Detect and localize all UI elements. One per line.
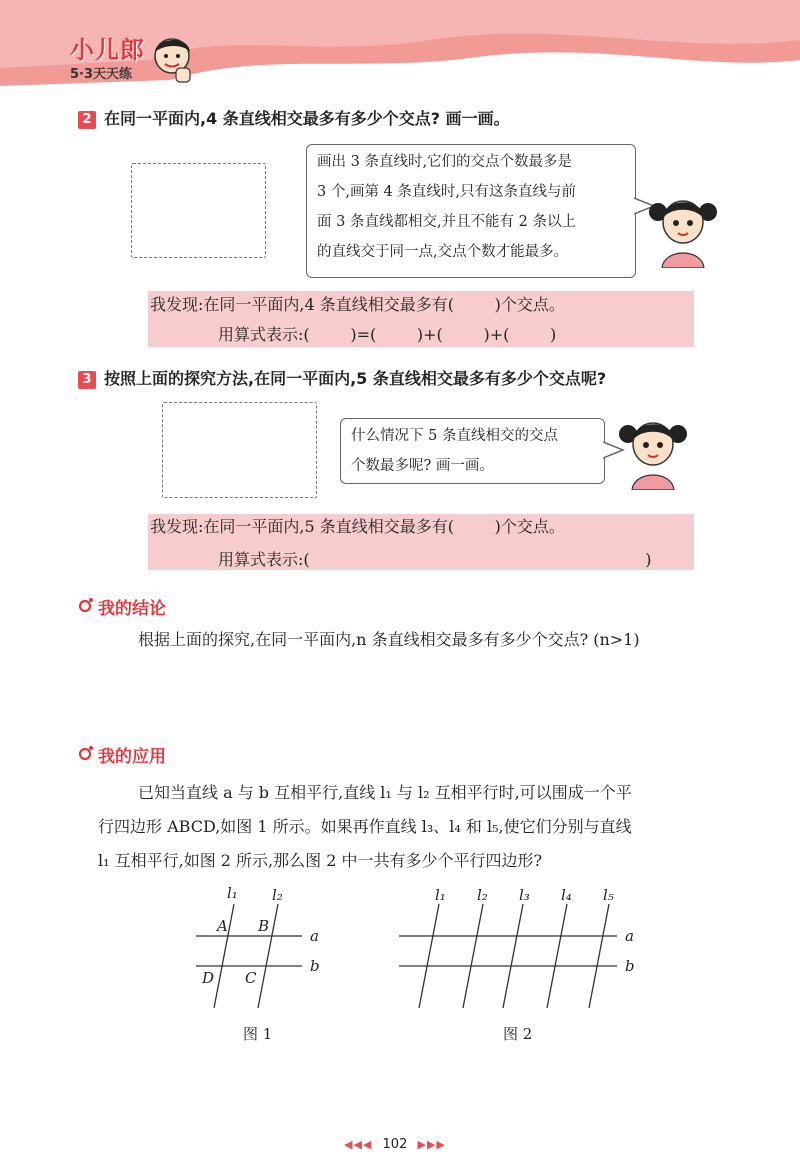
label-a: a [310, 927, 319, 945]
application-title: 我的应用 [98, 747, 166, 767]
hint-line: 3 个,画第 4 条直线时,只有这条直线与前 [317, 184, 576, 200]
boy-mascot-icon [150, 34, 196, 86]
next-arrows-icon: ▶▶▶ [417, 1138, 446, 1151]
point-B: B [258, 917, 270, 935]
hint-line: 个数最多呢? 画一画。 [351, 458, 494, 474]
hint-line: 什么情况下 5 条直线相交的交点 [351, 428, 558, 444]
prev-arrows-icon: ◀◀◀ [344, 1138, 373, 1151]
question-2 [78, 106, 510, 129]
line-l1 [419, 904, 439, 1008]
drawing-area-q3[interactable] [162, 402, 317, 498]
label-l2: l₂ [272, 886, 283, 904]
label-l3: l₃ [519, 886, 530, 904]
formula-text: 用算式表示:( )=( )+( )+( ) [218, 325, 557, 344]
figure-2 [395, 884, 645, 1014]
brand-logo [70, 30, 145, 82]
label-l1: l₁ [435, 886, 446, 904]
conclusion-title: 我的结论 [98, 599, 166, 619]
brand-title: 小儿郎 [70, 36, 145, 64]
conclusion-text: 根据上面的探究,在同一平面内,n 条直线相交最多有多少个交点? (n>1) [138, 630, 640, 649]
line-l4 [547, 904, 567, 1008]
page-number: 102 [382, 1137, 408, 1152]
finding-text: 我发现:在同一平面内,4 条直线相交最多有( )个交点。 [150, 295, 565, 314]
label-b: b [310, 957, 320, 975]
hint-line: 面 3 条直线都相交,并且不能有 2 条以上 [317, 214, 576, 230]
point-C: C [245, 969, 257, 987]
point-D: D [202, 969, 215, 987]
application-line: 行四边形 ABCD,如图 1 所示。如果再作直线 l₃、l₄ 和 l₅,使它们分别与直线 [98, 817, 632, 836]
line-l5 [589, 904, 609, 1008]
girl-mascot-icon [648, 190, 718, 268]
line-l3 [503, 904, 523, 1008]
question-number: 2 [78, 111, 96, 129]
page-footer [344, 1137, 446, 1152]
hint-bubble-q3 [340, 418, 605, 484]
point-A: A [217, 917, 228, 935]
figure-1-caption: 图 1 [243, 1025, 273, 1043]
line-l2 [463, 904, 483, 1008]
hint-line: 的直线交于同一点,交点个数才能最多。 [317, 244, 569, 260]
question-text: 在同一平面内,4 条直线相交最多有多少个交点? 画一画。 [104, 109, 510, 128]
question-text: 按照上面的探究方法,在同一平面内,5 条直线相交最多有多少个交点呢? [104, 369, 607, 388]
section-marker-icon [78, 597, 94, 613]
figure-1 [190, 884, 340, 1014]
girl-mascot-icon [618, 412, 688, 490]
application-line: l₁ 互相平行,如图 2 所示,那么图 2 中一共有多少个平行四边形? [98, 851, 543, 870]
figure-2-caption: 图 2 [503, 1025, 533, 1043]
label-l5: l₅ [603, 886, 614, 904]
label-l4: l₄ [561, 886, 572, 904]
formula-text: 用算式表示:( ) [218, 550, 652, 569]
section-marker-icon [78, 745, 94, 761]
question-3 [78, 366, 606, 389]
hint-line: 画出 3 条直线时,它们的交点个数最多是 [317, 154, 573, 170]
application-line: 已知当直线 a 与 b 互相平行,直线 l₁ 与 l₂ 互相平行时,可以围成一个平 [138, 783, 632, 802]
hint-bubble-q2 [306, 144, 636, 278]
finding-text: 我发现:在同一平面内,5 条直线相交最多有( )个交点。 [150, 517, 565, 536]
label-l2: l₂ [477, 886, 488, 904]
label-b: b [625, 957, 635, 975]
question-number: 3 [78, 371, 96, 389]
drawing-area-q2[interactable] [131, 163, 266, 258]
brand-subtitle: 5·3天天练 [70, 67, 133, 82]
label-a: a [625, 927, 634, 945]
label-l1: l₁ [227, 884, 238, 902]
